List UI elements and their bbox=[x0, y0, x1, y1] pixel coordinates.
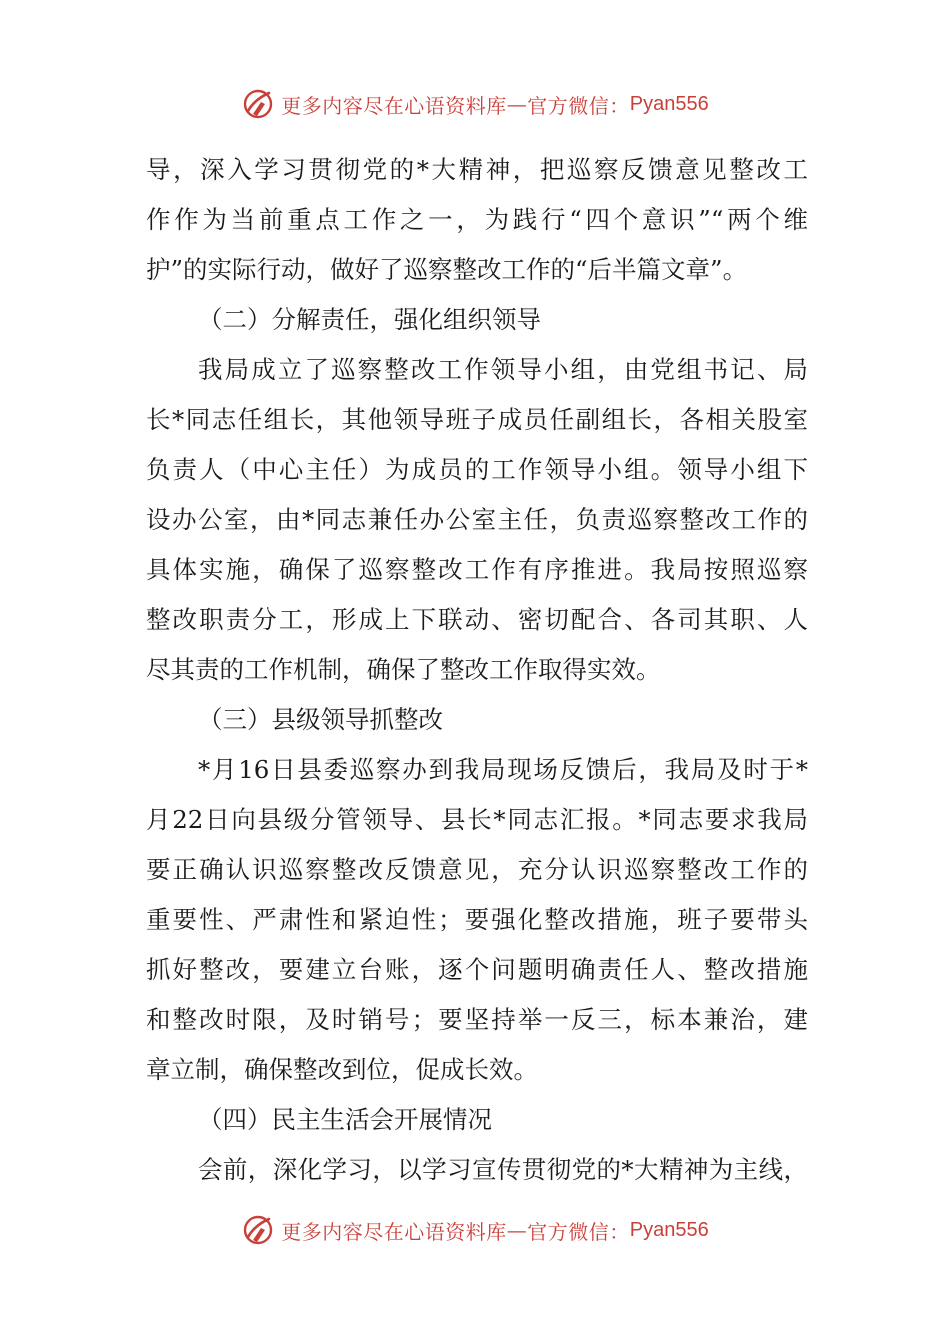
watermark-contact-label: 官方微信： bbox=[527, 1219, 630, 1244]
section-heading: （二）分解责任，强化组织领导 bbox=[198, 305, 541, 334]
text-line: 设办公室，由*同志兼任办公室主任，负责巡察整改工作的 bbox=[146, 505, 808, 534]
text-line: 尽其责的工作机制，确保了整改工作取得实效。 bbox=[146, 655, 661, 684]
text-line: 会前，深化学习，以学习宣传贯彻党的*大精神为主线， bbox=[198, 1155, 808, 1184]
text-line: 抓好整改，要建立台账，逐个问题明确责任人、整改措施 bbox=[146, 955, 808, 984]
watermark-brand: 更多内容尽在心语资料库 bbox=[281, 93, 507, 118]
text-line: 作作为当前重点工作之一，为践行“四个意识”“两个维 bbox=[146, 205, 808, 234]
text-line: 整改职责分工，形成上下联动、密切配合、各司其职、人 bbox=[146, 605, 808, 634]
text-line: 章立制，确保整改到位，促成长效。 bbox=[146, 1055, 538, 1084]
text-line: 月22日向县级分管领导、县长*同志汇报。*同志要求我局 bbox=[146, 805, 808, 834]
text-line: 长*同志任组长，其他领导班子成员任副组长，各相关股室 bbox=[146, 405, 808, 434]
watermark-contact-id: Pyan556 bbox=[629, 92, 709, 115]
watermark-contact-id: Pyan556 bbox=[629, 1218, 709, 1241]
text-line: 具体实施，确保了巡察整改工作有序推进。我局按照巡察 bbox=[146, 555, 808, 584]
text-line: 负责人（中心主任）为成员的工作领导小组。领导小组下 bbox=[146, 455, 808, 484]
text-line: 和整改时限，及时销号；要坚持举一反三，标本兼治，建 bbox=[146, 1005, 808, 1034]
watermark-separator: — bbox=[506, 92, 528, 116]
text-line: 导，深入学习贯彻党的*大精神，把巡察反馈意见整改工 bbox=[146, 155, 808, 184]
text-line: 要正确认识巡察整改反馈意见，充分认识巡察整改工作的 bbox=[146, 855, 808, 884]
text-line: 我局成立了巡察整改工作领导小组，由党组书记、局 bbox=[198, 355, 808, 384]
watermark-separator: — bbox=[506, 1218, 528, 1242]
watermark-brand: 更多内容尽在心语资料库 bbox=[281, 1219, 507, 1244]
text-line: *月16日县委巡察办到我局现场反馈后，我局及时于* bbox=[198, 755, 808, 784]
text-line: 护”的实际行动，做好了巡察整改工作的“后半篇文章”。 bbox=[146, 255, 748, 284]
document-body bbox=[146, 145, 808, 1195]
footer-watermark bbox=[0, 1210, 950, 1250]
watermark-contact-label: 官方微信： bbox=[527, 93, 630, 118]
section-heading: （四）民主生活会开展情况 bbox=[198, 1105, 492, 1134]
pen-logo-icon bbox=[241, 1213, 275, 1247]
section-heading: （三）县级领导抓整改 bbox=[198, 705, 443, 734]
pen-logo-icon bbox=[241, 87, 275, 121]
text-line: 重要性、严肃性和紧迫性；要强化整改措施，班子要带头 bbox=[146, 905, 808, 934]
header-watermark bbox=[0, 84, 950, 124]
